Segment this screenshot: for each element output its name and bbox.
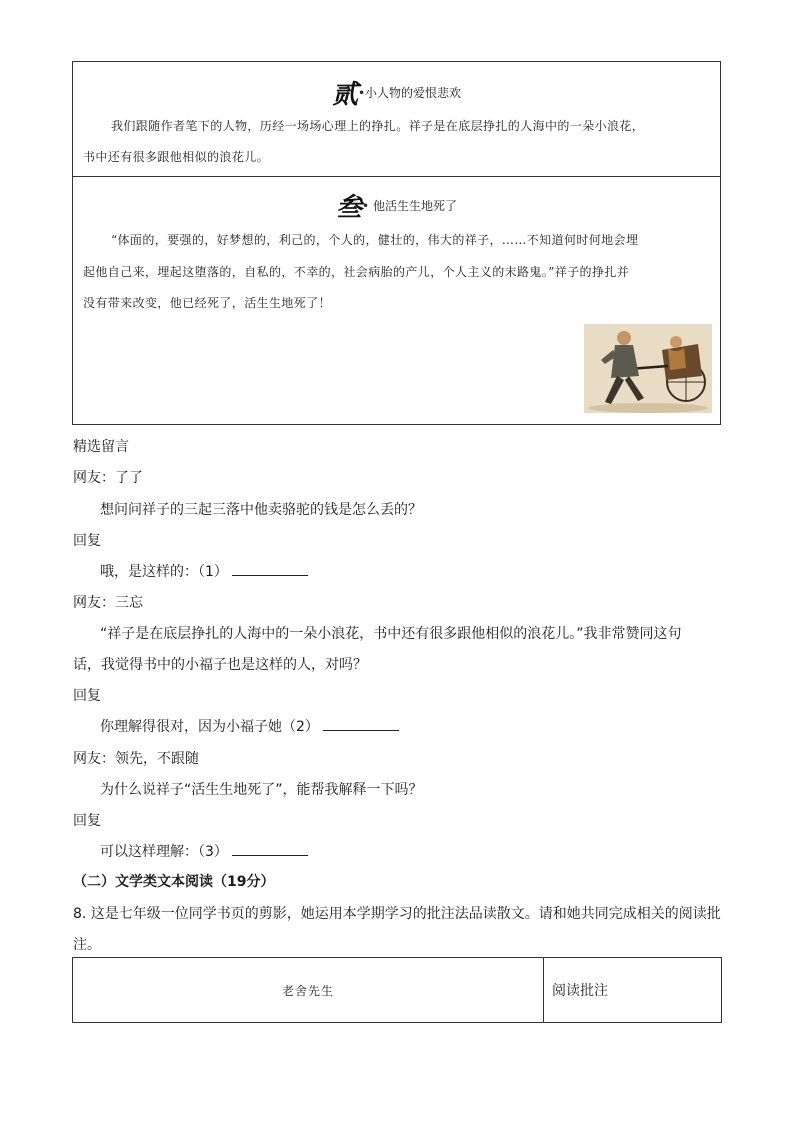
table-cell-annotation: 阅读批注 <box>552 983 608 999</box>
question-text: 8. 这是七年级一位同学书页的剪影，她运用本学期学习的批注法品读散文。请和她共同完成相关的阅读批 <box>73 906 721 922</box>
answer-blank-1[interactable] <box>232 561 308 576</box>
section-three-heading <box>73 187 720 224</box>
comment-text-3: 为什么说祥子“活生生地死了”，能帮我解释一下吗？ <box>100 782 423 798</box>
comment-user-2: 网友：三忘 <box>73 595 143 611</box>
section-three <box>73 177 720 425</box>
section-heading: （二）文学类文本阅读（19分） <box>73 874 275 890</box>
section-three-line: 没有带来改变，他已经死了，活生生地死了！ <box>83 296 332 310</box>
answer-blank-2[interactable] <box>323 716 399 731</box>
table-cell-title: 老舍先生 <box>73 958 544 1022</box>
comment-user-1: 网友：了了 <box>73 470 143 486</box>
question-text-cont: 注。 <box>73 937 101 953</box>
section-two-numeral: 贰 <box>331 80 358 110</box>
comment-user-3: 网友：领先，不跟随 <box>73 751 199 767</box>
comment-text-1: 想问问祥子的三起三落中他卖骆驼的钱是怎么丢的？ <box>100 502 422 518</box>
section-two-title: •小人物的爱恨悲欢 <box>357 86 462 100</box>
reply-2 <box>100 716 399 736</box>
rickshaw-illustration <box>584 324 712 413</box>
reply-text-1: 哦，是这样的：（1） <box>100 564 228 580</box>
section-three-title: • 他活生生地死了 <box>362 199 457 213</box>
section-three-line: 起他自己来，埋起这堕落的，自私的，不幸的，社会病胎的产儿，个人主义的末路鬼。”祥子的挣扎并 <box>83 265 630 279</box>
annotation-table <box>72 957 722 1023</box>
comment-text-2-cont: 话，我觉得书中的小福子也是这样的人，对吗？ <box>73 657 367 673</box>
section-two-line: 书中还有很多跟他相似的浪花儿。 <box>83 150 270 164</box>
reply-label-2: 回复 <box>73 688 101 704</box>
reply-text-3: 可以这样理解：（3） <box>100 844 228 860</box>
reply-label-1: 回复 <box>73 533 101 549</box>
reply-1 <box>100 561 308 581</box>
book-excerpt-card <box>72 61 721 425</box>
section-three-numeral: 叁 <box>336 193 363 223</box>
reply-label-3: 回复 <box>73 813 101 829</box>
comments-header: 精选留言 <box>73 439 129 455</box>
section-two-line: 我们跟随作者笔下的人物，历经一场场心理上的挣扎。祥子是在底层挣扎的人海中的一朵小浪花， <box>111 119 645 133</box>
section-two <box>73 62 720 177</box>
comment-text-2: “祥子是在底层挣扎的人海中的一朵小浪花，书中还有很多跟他相似的浪花儿。”我非常赞同这句 <box>100 626 682 642</box>
section-two-heading <box>73 74 720 111</box>
section-three-line: “体面的，要强的，好梦想的，利己的，个人的，健壮的，伟大的祥子，……不知道何时何地会埋 <box>111 233 639 247</box>
reply-3 <box>100 841 308 861</box>
reply-text-2: 你理解得很对，因为小福子她（2） <box>100 719 319 735</box>
answer-blank-3[interactable] <box>232 841 308 856</box>
